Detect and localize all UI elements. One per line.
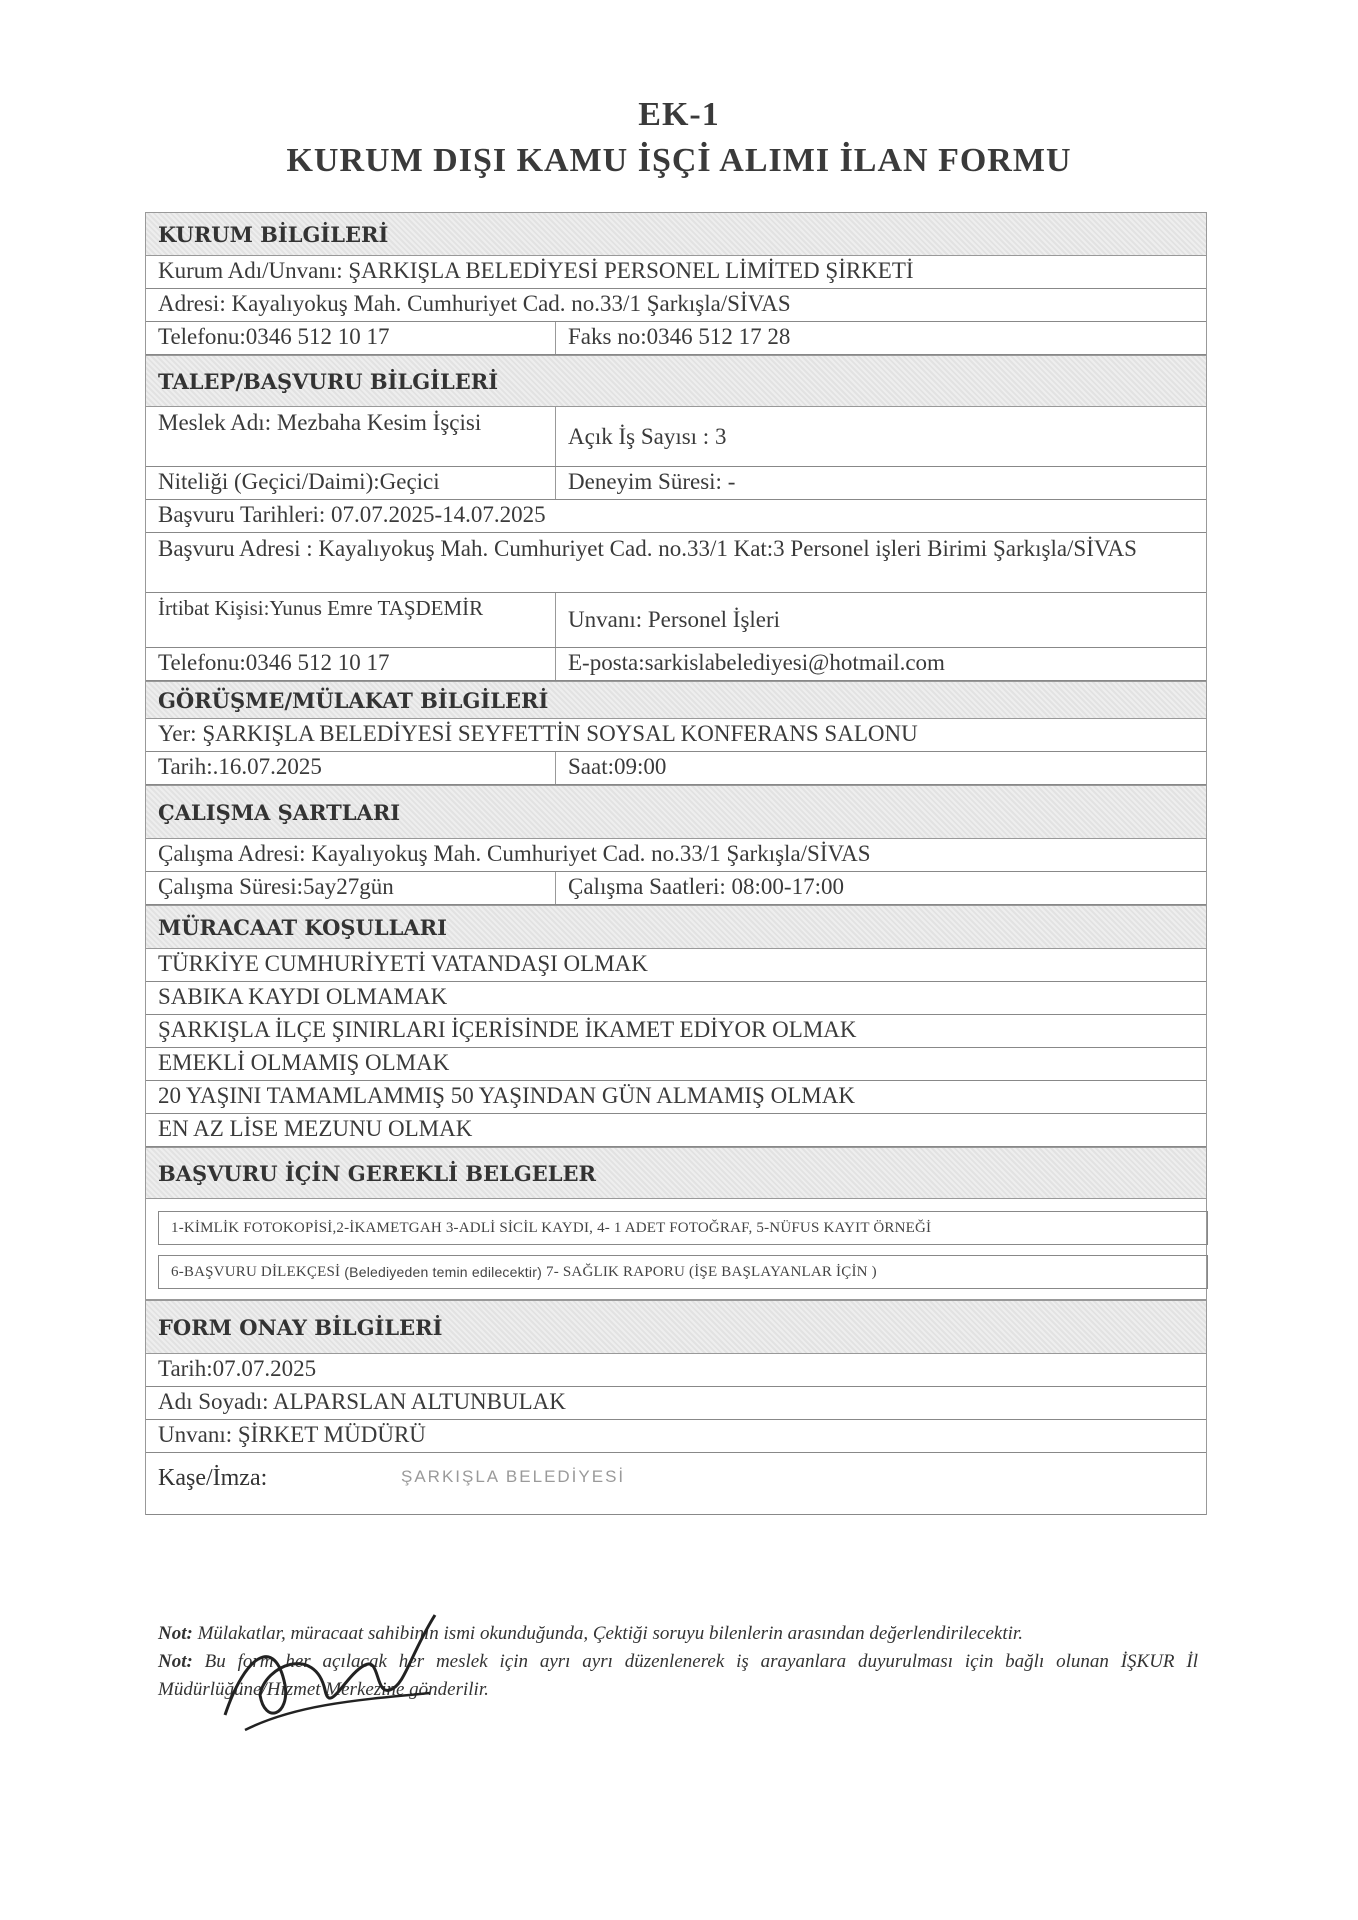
kurum-faks: Faks no:0346 512 17 28 (568, 324, 791, 349)
basvuru-tarihleri: Başvuru Tarihleri: 07.07.2025-14.07.2025 (158, 502, 546, 527)
list-item (146, 1081, 1206, 1114)
acik-is-sayisi: Açık İş Sayısı : 3 (568, 423, 727, 449)
row-calisma-sure (146, 872, 1206, 905)
muracaat-kosulu: TÜRKİYE CUMHURİYETİ VATANDAŞI OLMAK (158, 951, 648, 976)
belge-satir-1 (158, 1211, 1208, 1245)
row-meslek (146, 407, 1206, 467)
irtibat-kisisi: İrtibat Kişisi:Yunus Emre TAŞDEMİR (146, 593, 556, 647)
note-2-label: Not: (158, 1651, 193, 1672)
muracaat-kosulu: SABIKA KAYDI OLMAMAK (158, 984, 448, 1009)
calisma-adres: Çalışma Adresi: Kayalıyokuş Mah. Cumhuriyet Cad. no.33/1 Şarkışla/SİVAS (158, 841, 871, 866)
talep-eposta: E-posta:sarkislabelediyesi@hotmail.com (568, 650, 945, 675)
basvuru-adresi: Başvuru Adresi : Kayalıyokuş Mah. Cumhuriyet Cad. no.33/1 Kat:3 Personel işleri Birimi Şarkışla/SİVAS (158, 536, 1137, 561)
form-table (145, 212, 1207, 1515)
row-basvuru-tarihleri (146, 500, 1206, 533)
kurum-adi: Kurum Adı/Unvanı: ŞARKIŞLA BELEDİYESİ PERSONEL LİMİTED ŞİRKETİ (158, 258, 914, 283)
muracaat-kosulu: ŞARKIŞLA İLÇE ŞINIRLARI İÇERİSİNDE İKAMET EDİYOR OLMAK (158, 1017, 857, 1042)
deneyim-suresi: Deneyim Süresi: - (568, 469, 736, 494)
kurum-telefon: Telefonu:0346 512 10 17 (146, 322, 556, 354)
form-code: EK-1 (638, 96, 720, 133)
belgeler-box (146, 1199, 1206, 1300)
section-muracaat: MÜRACAAT KOŞULLARI (146, 905, 1206, 949)
kurum-adres: Adresi: Kayalıyokuş Mah. Cumhuriyet Cad. no.33/1 Şarkışla/SİVAS (158, 291, 791, 316)
row-gorusme-yer (146, 719, 1206, 752)
row-basvuru-adresi (146, 533, 1206, 593)
row-kurum-adi (146, 256, 1206, 289)
note-1-text: Mülakatlar, müracaat sahibinin ismi okunduğunda, Çektiği soruyu bilenlerin arasından değerlendirilecektir. (192, 1623, 1023, 1644)
meslek-adi: Meslek Adı: Mezbaha Kesim İşçisi (146, 407, 556, 466)
row-kurum-adres (146, 289, 1206, 322)
section-talep: TALEP/BAŞVURU BİLGİLERİ (146, 355, 1206, 407)
list-item (146, 1048, 1206, 1081)
row-onay-tarih (146, 1354, 1206, 1387)
calisma-saatleri: Çalışma Saatleri: 08:00-17:00 (568, 874, 844, 899)
note-2-text: Bu form her açılacak her meslek için ayrı ayrı düzenlenerek iş arayanlara duyurulması için bağlı olunan İŞKUR İl Müdürlüğüne/Hizmet Merkezine gönderilir. (158, 1651, 1198, 1700)
row-gorusme-zaman (146, 752, 1206, 785)
row-kase-imza (146, 1453, 1206, 1515)
kase-imza-label: Kaşe/İmza: (158, 1465, 268, 1491)
note-1-label: Not: (158, 1623, 193, 1644)
onay-unvani: Unvanı: ŞİRKET MÜDÜRÜ (158, 1422, 426, 1447)
muracaat-kosulu: 20 YAŞINI TAMAMLAMMIŞ 50 YAŞINDAN GÜN ALMAMIŞ OLMAK (158, 1083, 855, 1108)
calisma-suresi: Çalışma Süresi:5ay27gün (146, 872, 556, 904)
gorusme-tarih: Tarih:.16.07.2025 (146, 752, 556, 784)
gorusme-yer: Yer: ŞARKIŞLA BELEDİYESİ SEYFETTİN SOYSAL KONFERANS SALONU (158, 721, 918, 746)
form-title: KURUM DIŞI KAMU İŞÇİ ALIMI İLAN FORMU (286, 142, 1072, 179)
belge-satir-2 (158, 1255, 1208, 1289)
belge-dilekce: 6-BAŞVURU DİLEKÇESİ (171, 1263, 341, 1280)
gorusme-saat: Saat:09:00 (568, 754, 667, 779)
section-gorusme: GÖRÜŞME/MÜLAKAT BİLGİLERİ (146, 681, 1206, 719)
onay-tarih: Tarih:07.07.2025 (158, 1356, 317, 1381)
row-calisma-adres (146, 839, 1206, 872)
belge-liste-1: 1-KİMLİK FOTOKOPİSİ,2-İKAMETGAH 3-ADLİ SİCİL KAYDI, 4- 1 ADET FOTOĞRAF, 5-NÜFUS KAYIT ÖRNEĞİ (171, 1219, 932, 1236)
onay-adi-soyadi: Adı Soyadı: ALPARSLAN ALTUNBULAK (158, 1389, 566, 1414)
list-item (146, 1114, 1206, 1147)
stamp-text: ŞARKIŞLA BELEDİYESİ (401, 1467, 626, 1486)
section-calisma: ÇALIŞMA ŞARTLARI (146, 785, 1206, 839)
row-talep-iletisim (146, 648, 1206, 681)
muracaat-kosulu: EN AZ LİSE MEZUNU OLMAK (158, 1116, 473, 1141)
talep-telefon: Telefonu:0346 512 10 17 (146, 648, 556, 680)
irtibat-unvani: Unvanı: Personel İşleri (568, 607, 781, 632)
muracaat-kosulu: EMEKLİ OLMAMIŞ OLMAK (158, 1050, 450, 1075)
row-irtibat (146, 593, 1206, 648)
belge-saglik: 7- SAĞLIK RAPORU (İŞE BAŞLAYANLAR İÇİN ) (546, 1263, 877, 1280)
section-belgeler: BAŞVURU İÇİN GEREKLİ BELGELER (146, 1147, 1206, 1199)
nitelik: Niteliği (Geçici/Daimi):Geçici (146, 467, 556, 499)
row-nitelik (146, 467, 1206, 500)
signature-icon (205, 1595, 445, 1745)
list-item (146, 949, 1206, 982)
row-kurum-iletisim (146, 322, 1206, 355)
list-item (146, 982, 1206, 1015)
section-kurum: KURUM BİLGİLERİ (146, 212, 1206, 256)
row-onay-adi (146, 1387, 1206, 1420)
belge-not: (Belediyeden temin edilecektir) (340, 1264, 547, 1280)
list-item (146, 1015, 1206, 1048)
section-onay: FORM ONAY BİLGİLERİ (146, 1300, 1206, 1354)
row-onay-unvan (146, 1420, 1206, 1453)
